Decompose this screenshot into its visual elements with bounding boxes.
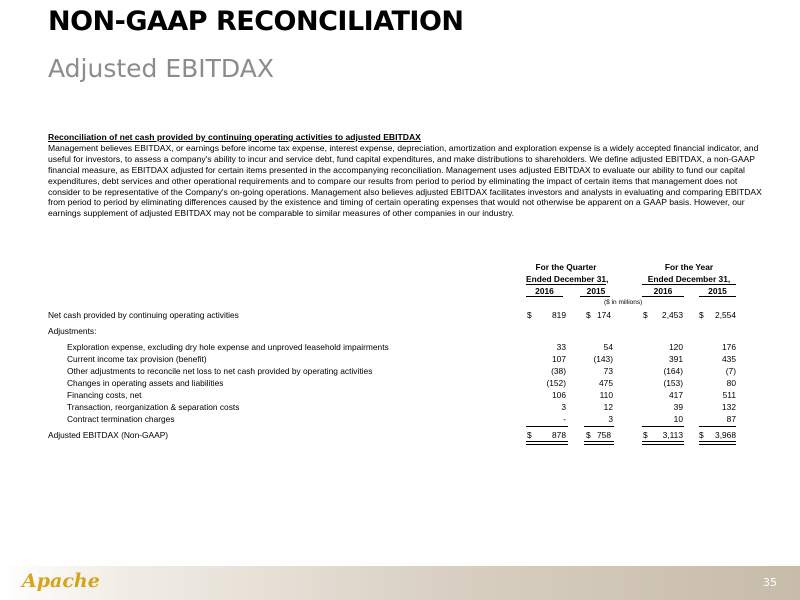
intro-body: Management believes EBITDAX, or earnings before income tax expense, interest expense, depreciation, amortization and exploration expense is a widely accepted financial indicator, and useful for investors, to assess a company's ability to incur and service debt, fund capital expenditures, and make distributions to shareholders. We define adjusted EBITDAX, a non-GAAP financial measure, as EBITDAX adjusted for certain items presented in the accompanying reconciliation. Management uses adjusted EBITDAX to evaluate our ability to fund our capital expenditures, debt services and other operational requirements and to compare our results from period to period by eliminating the impact of certain items that management does not consider to be representative of the Company's on-going operations. Management also believes adjusted EBITDAX facilitates investors and analysts in evaluating and comparing EBITDAX from period to period by eliminating differences caused by the existence and timing of certain operating expenses that would not otherwise be apparent on a GAAP basis. However, our earnings supplement of adjusted EBITDAX may not be comparable to similar measures of other companies in our industry. xyxy=(48,142,762,219)
table-cell: 33 xyxy=(556,342,566,352)
table-cell: 435 xyxy=(722,354,736,364)
table-cell: 3 xyxy=(608,414,613,424)
subtotal-rule-3 xyxy=(642,426,684,427)
page-title: NON-GAAP RECONCILIATION xyxy=(48,6,464,37)
quarter-header-line1: For the Quarter xyxy=(535,262,597,272)
row-label: Transaction, reorganization & separation costs xyxy=(67,402,240,412)
footer-bar xyxy=(0,566,800,600)
row-label: Exploration expense, excluding dry hole expense and unproved leasehold impairments xyxy=(67,342,389,352)
currency-symbol: $ xyxy=(699,430,704,440)
quarter-header-rule xyxy=(526,284,606,285)
total-double-rule-1 xyxy=(526,441,568,445)
col-rule-3 xyxy=(642,296,684,297)
currency-symbol: $ xyxy=(527,430,532,440)
table-cell: 475 xyxy=(599,378,613,388)
currency-symbol: $ xyxy=(643,430,648,440)
page-number: 35 xyxy=(763,576,777,589)
table-cell: 3,968 xyxy=(715,430,736,440)
table-cell: 54 xyxy=(603,342,613,352)
total-label: Adjusted EBITDAX (Non-GAAP) xyxy=(48,430,169,440)
col-rule-2 xyxy=(580,296,610,297)
table-cell: 110 xyxy=(599,390,613,400)
table-cell: 39 xyxy=(673,402,683,412)
currency-symbol: $ xyxy=(527,310,532,320)
currency-symbol: $ xyxy=(643,310,648,320)
year-header-line1: For the Year xyxy=(664,262,714,272)
apache-logo: Apache xyxy=(22,570,100,592)
year-header-line2: Ended December 31, xyxy=(647,274,731,284)
table-cell: (153) xyxy=(663,378,683,388)
total-double-rule-3 xyxy=(642,441,684,445)
col-rule-4 xyxy=(699,296,736,297)
col-rule-1 xyxy=(526,296,563,297)
table-cell: 391 xyxy=(669,354,683,364)
table-cell: 80 xyxy=(726,378,736,388)
table-cell: 87 xyxy=(726,414,736,424)
table-cell: 10 xyxy=(673,414,683,424)
table-cell: (143) xyxy=(593,354,613,364)
intro-heading: Reconciliation of net cash provided by continuing operating activities to adjusted EBITDAX xyxy=(48,132,421,142)
table-cell: 758 xyxy=(597,430,611,440)
table-cell: 107 xyxy=(552,354,566,364)
year-header-rule xyxy=(642,284,736,285)
table-cell: (38) xyxy=(551,366,566,376)
table-cell: 3 xyxy=(561,402,566,412)
units-note: ($ in millions) xyxy=(604,299,643,306)
table-cell: 2,554 xyxy=(715,310,736,320)
page-subtitle: Adjusted EBITDAX xyxy=(48,54,274,83)
table-cell: 106 xyxy=(552,390,566,400)
total-double-rule-2 xyxy=(584,441,614,445)
table-cell: 511 xyxy=(722,390,736,400)
table-cell: 3,113 xyxy=(662,430,683,440)
table-cell: 2,453 xyxy=(662,310,683,320)
subtotal-rule-1 xyxy=(526,426,568,427)
table-cell: (7) xyxy=(725,366,736,376)
net-cash-label: Net cash provided by continuing operating activities xyxy=(48,310,239,320)
table-cell: 120 xyxy=(669,342,683,352)
year-header-q2016: 2016 xyxy=(535,286,554,296)
table-cell: 132 xyxy=(722,402,736,412)
row-label: Contract termination charges xyxy=(67,414,175,424)
year-header-y2016: 2016 xyxy=(653,286,673,296)
total-double-rule-4 xyxy=(699,441,736,445)
subtotal-rule-2 xyxy=(584,426,614,427)
table-cell: 417 xyxy=(669,390,683,400)
year-header-y2015: 2015 xyxy=(708,286,727,296)
row-label: Changes in operating assets and liabilities xyxy=(67,378,224,388)
row-label: Financing costs, net xyxy=(67,390,142,400)
currency-symbol: $ xyxy=(586,310,591,320)
table-cell: (164) xyxy=(663,366,683,376)
currency-symbol: $ xyxy=(699,310,704,320)
row-label: Other adjustments to reconcile net loss to net cash provided by operating activities xyxy=(67,366,373,376)
table-cell: (152) xyxy=(546,378,566,388)
row-label: Current income tax provision (benefit) xyxy=(67,354,207,364)
adjustments-label: Adjustments: xyxy=(48,326,97,336)
table-cell: 819 xyxy=(552,310,566,320)
table-cell: 73 xyxy=(603,366,613,376)
table-cell: 878 xyxy=(552,430,566,440)
quarter-header-line2: Ended December 31, xyxy=(526,274,609,284)
year-header-q2015: 2015 xyxy=(586,286,606,296)
table-cell: - xyxy=(563,414,566,424)
currency-symbol: $ xyxy=(586,430,591,440)
table-cell: 176 xyxy=(722,342,736,352)
table-cell: 12 xyxy=(603,402,613,412)
table-cell: 174 xyxy=(597,310,611,320)
subtotal-rule-4 xyxy=(699,426,736,427)
